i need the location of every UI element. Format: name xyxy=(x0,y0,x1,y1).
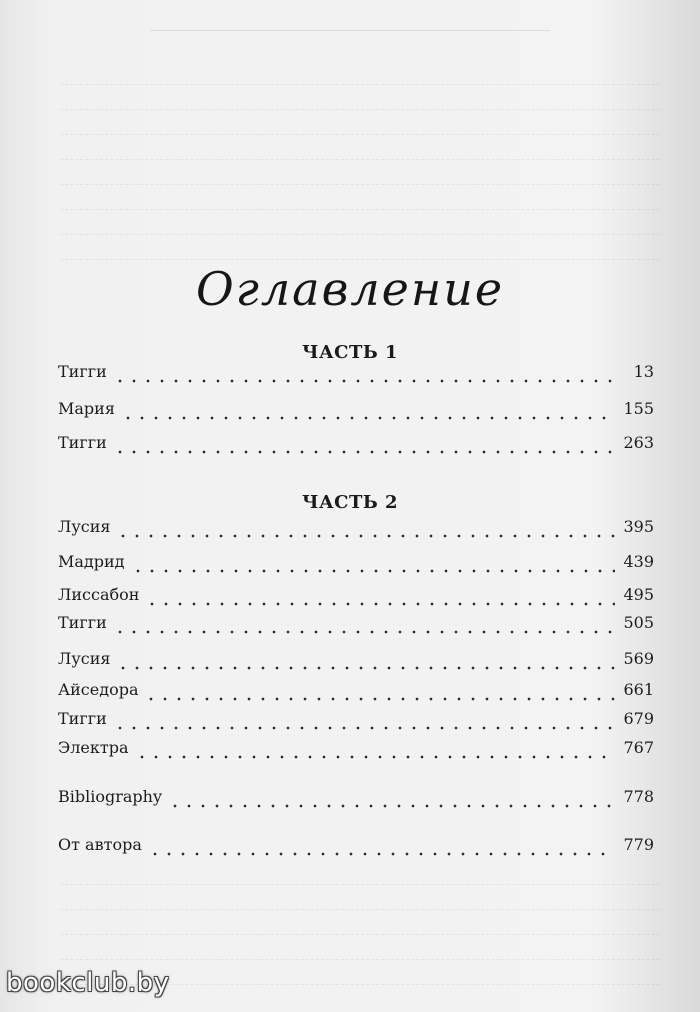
toc-entry xyxy=(58,738,654,768)
toc-entry-page: 495 xyxy=(623,585,654,604)
toc-entry-page: 263 xyxy=(623,433,654,452)
toc-entry-page: 439 xyxy=(623,552,654,571)
dot-leader xyxy=(121,416,616,420)
toc-entry-page: 505 xyxy=(623,613,654,632)
toc-entry-name: Айседора xyxy=(58,680,139,699)
toc-entry-page: 155 xyxy=(623,399,654,418)
toc-entry xyxy=(58,709,654,739)
toc-entry-bibliography xyxy=(58,787,654,817)
running-header-bleed xyxy=(150,20,550,31)
toc-entry-name: Тигги xyxy=(58,709,107,728)
dot-leader xyxy=(168,804,615,808)
toc-entry-name: Лиссабон xyxy=(58,585,140,604)
part-1-heading: ЧАСТЬ 1 xyxy=(302,342,398,363)
bleed-through-text-top xyxy=(60,60,660,260)
toc-entry xyxy=(58,362,654,392)
dot-leader xyxy=(116,666,615,670)
toc-entry-page: 778 xyxy=(623,787,654,806)
toc-entry xyxy=(58,552,654,582)
toc-entry xyxy=(58,613,654,643)
toc-entry-page: 679 xyxy=(623,709,654,728)
dot-leader xyxy=(145,602,615,606)
toc-entry xyxy=(58,649,654,679)
toc-entry xyxy=(58,680,654,710)
dot-leader xyxy=(135,755,616,759)
toc-entry-author-note xyxy=(58,835,654,865)
toc-entry-page: 779 xyxy=(623,835,654,854)
toc-entry-page: 767 xyxy=(623,738,654,757)
part-2-heading: ЧАСТЬ 2 xyxy=(302,492,398,513)
dot-leader xyxy=(116,534,615,538)
toc-entry-name: Мадрид xyxy=(58,552,125,571)
toc-entry-name: Электра xyxy=(58,738,129,757)
watermark: bookclub.by xyxy=(6,968,170,998)
toc-entry xyxy=(58,585,654,615)
toc-entry-name: Тигги xyxy=(58,613,107,632)
toc-entry-name: Тигги xyxy=(58,433,107,452)
dot-leader xyxy=(144,697,615,701)
dot-leader xyxy=(113,726,616,730)
dot-leader xyxy=(113,379,616,383)
toc-entry-name: Мария xyxy=(58,399,115,418)
toc-entry-page: 13 xyxy=(633,362,654,381)
dot-leader xyxy=(113,450,616,454)
dot-leader xyxy=(131,569,616,573)
toc-entry-name: От автора xyxy=(58,835,142,854)
toc-entry-page: 569 xyxy=(623,649,654,668)
toc-title: Оглавление xyxy=(195,262,505,316)
toc-entry-name: Bibliography xyxy=(58,787,162,806)
toc-entry xyxy=(58,399,654,429)
dot-leader xyxy=(148,852,616,856)
toc-entry-name: Лусия xyxy=(58,517,111,536)
dot-leader xyxy=(113,630,616,634)
toc-entry-name: Тигги xyxy=(58,362,107,381)
toc-entry xyxy=(58,433,654,463)
toc-entry xyxy=(58,517,654,547)
toc-entry-page: 395 xyxy=(623,517,654,536)
toc-entry-page: 661 xyxy=(623,680,654,699)
toc-entry-name: Лусия xyxy=(58,649,111,668)
